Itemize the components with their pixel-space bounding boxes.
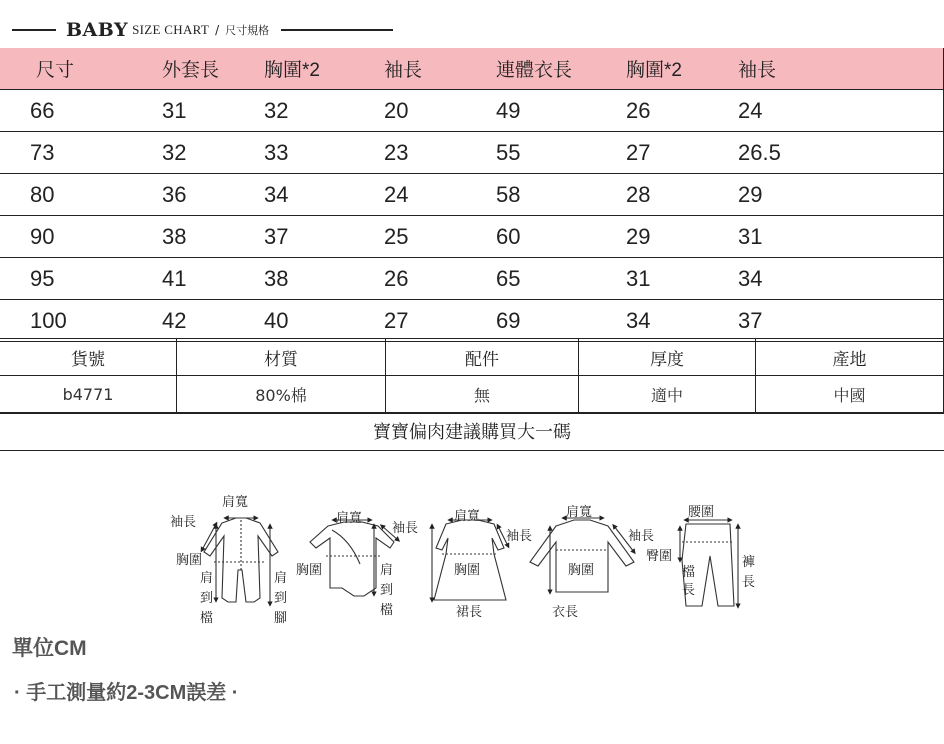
cell-spacer xyxy=(858,300,944,342)
value-accessories: 無 xyxy=(386,376,579,413)
label-thickness: 厚度 xyxy=(579,339,756,376)
title-rule-right xyxy=(281,29,393,31)
bodysuit-shoulder-to-crotch-3: 檔 xyxy=(380,603,394,618)
cell: 38 xyxy=(126,216,264,258)
title-chinese: 尺寸規格 xyxy=(225,24,270,37)
cell: 58 xyxy=(496,174,626,216)
cell: 20 xyxy=(384,90,496,132)
label-accessories: 配件 xyxy=(386,339,579,376)
cell: 24 xyxy=(738,90,858,132)
cell: 37 xyxy=(738,300,858,342)
cell: 31 xyxy=(738,216,858,258)
cell: 26.5 xyxy=(738,132,858,174)
value-item-number: b4771 xyxy=(0,376,177,413)
cell: 31 xyxy=(126,90,264,132)
top-sleeve-label: 袖長 xyxy=(628,529,655,544)
dress-shoulder-label: 肩寬 xyxy=(454,509,481,524)
cell-spacer xyxy=(858,90,944,132)
header-size: 尺寸 xyxy=(0,48,126,90)
info-label-row xyxy=(0,339,944,376)
cell: 28 xyxy=(626,174,738,216)
table-row xyxy=(0,90,944,132)
unit-label: 單位CM xyxy=(12,637,87,660)
cell: 95 xyxy=(0,258,126,300)
romper-sleeve-label: 袖長 xyxy=(170,515,197,530)
cell: 34 xyxy=(264,174,384,216)
cell: 73 xyxy=(0,132,126,174)
header-spacer xyxy=(858,48,944,90)
table-row xyxy=(0,216,944,258)
romper-chest-label: 胸圍 xyxy=(176,553,203,568)
cell: 25 xyxy=(384,216,496,258)
measurement-diagram xyxy=(150,490,770,635)
info-value-row xyxy=(0,376,944,413)
top-shoulder-label: 肩寬 xyxy=(566,505,593,520)
cell: 34 xyxy=(626,300,738,342)
cell-spacer xyxy=(858,132,944,174)
cell: 29 xyxy=(738,174,858,216)
cell: 32 xyxy=(264,90,384,132)
header-romper-length: 連體衣長 xyxy=(496,48,626,90)
error-note: · 手工測量約2-3CM誤差 · xyxy=(14,682,239,704)
bodysuit-shoulder-to-crotch-1: 肩 xyxy=(380,563,394,578)
title-separator: / xyxy=(215,23,220,37)
bodysuit-shoulder-to-crotch-2: 到 xyxy=(380,583,394,598)
size-table xyxy=(0,48,944,342)
cell-spacer xyxy=(858,258,944,300)
value-thickness: 適中 xyxy=(579,376,756,413)
value-material: 80%棉 xyxy=(177,376,386,413)
bodysuit-chest-label: 胸圍 xyxy=(296,563,323,578)
value-origin: 中國 xyxy=(756,376,944,413)
cell: 41 xyxy=(126,258,264,300)
cell: 100 xyxy=(0,300,126,342)
cell: 40 xyxy=(264,300,384,342)
title-subtitle: SIZE CHART xyxy=(132,22,210,37)
header-coat-length: 外套長 xyxy=(126,48,264,90)
pants-length-label-2: 長 xyxy=(742,575,756,590)
romper-shoulder-to-foot-2: 到 xyxy=(274,591,288,606)
cell: 33 xyxy=(264,132,384,174)
cell: 29 xyxy=(626,216,738,258)
chart-title xyxy=(12,18,393,42)
cell: 60 xyxy=(496,216,626,258)
table-row xyxy=(0,132,944,174)
cell: 80 xyxy=(0,174,126,216)
label-item-number: 貨號 xyxy=(0,339,177,376)
pants-crotch-label-2: 長 xyxy=(682,583,696,598)
cell: 31 xyxy=(626,258,738,300)
cell-spacer xyxy=(858,174,944,216)
romper-shoulder-to-foot-1: 肩 xyxy=(274,571,288,586)
table-row xyxy=(0,258,944,300)
romper-shoulder-to-crotch-1: 肩 xyxy=(200,571,214,586)
cell: 42 xyxy=(126,300,264,342)
top-length-label: 衣長 xyxy=(552,605,579,620)
top-chest-label: 胸圍 xyxy=(568,563,595,578)
cell: 32 xyxy=(126,132,264,174)
cell: 65 xyxy=(496,258,626,300)
bodysuit-shoulder-label: 肩寬 xyxy=(336,511,363,526)
dress-skirt-length-label: 裙長 xyxy=(456,605,483,620)
header-romper-chest: 胸圍*2 xyxy=(626,48,738,90)
cell: 66 xyxy=(0,90,126,132)
romper-shoulder-to-crotch-3: 檔 xyxy=(200,611,214,626)
top-figure xyxy=(530,518,634,592)
cell: 55 xyxy=(496,132,626,174)
header-coat-chest: 胸圍*2 xyxy=(264,48,384,90)
cell: 37 xyxy=(264,216,384,258)
cell: 36 xyxy=(126,174,264,216)
header-coat-sleeve: 袖長 xyxy=(384,48,496,90)
cell: 26 xyxy=(626,90,738,132)
romper-figure xyxy=(202,518,278,604)
table-row xyxy=(0,300,944,342)
romper-shoulder-to-crotch-2: 到 xyxy=(200,591,214,606)
cell: 34 xyxy=(738,258,858,300)
cell: 90 xyxy=(0,216,126,258)
product-info-table xyxy=(0,338,944,413)
cell: 24 xyxy=(384,174,496,216)
romper-shoulder-label: 肩寬 xyxy=(222,495,249,510)
size-advice-note: 寶寶偏肉建議購買大一碼 xyxy=(0,413,944,451)
label-origin: 產地 xyxy=(756,339,944,376)
dress-chest-label: 胸圍 xyxy=(454,563,481,578)
cell: 23 xyxy=(384,132,496,174)
table-row xyxy=(0,174,944,216)
dress-sleeve-label: 袖長 xyxy=(506,529,533,544)
pants-crotch-label-1: 檔 xyxy=(682,565,696,580)
cell: 38 xyxy=(264,258,384,300)
title-brand: BABY xyxy=(66,19,129,41)
pants-length-label-1: 褲 xyxy=(742,555,756,570)
pants-hip-label: 臀圍 xyxy=(646,549,673,564)
cell: 26 xyxy=(384,258,496,300)
dress-figure xyxy=(432,520,508,600)
pants-waist-label: 腰圍 xyxy=(688,505,715,520)
cell-spacer xyxy=(858,216,944,258)
bodysuit-sleeve-label: 袖長 xyxy=(392,521,419,536)
cell: 27 xyxy=(384,300,496,342)
cell: 69 xyxy=(496,300,626,342)
romper-shoulder-to-foot-3: 腳 xyxy=(274,611,288,626)
header-romper-sleeve: 袖長 xyxy=(738,48,858,90)
cell: 27 xyxy=(626,132,738,174)
title-rule-left xyxy=(12,29,56,31)
label-material: 材質 xyxy=(177,339,386,376)
cell: 49 xyxy=(496,90,626,132)
size-table-header-row xyxy=(0,48,944,90)
